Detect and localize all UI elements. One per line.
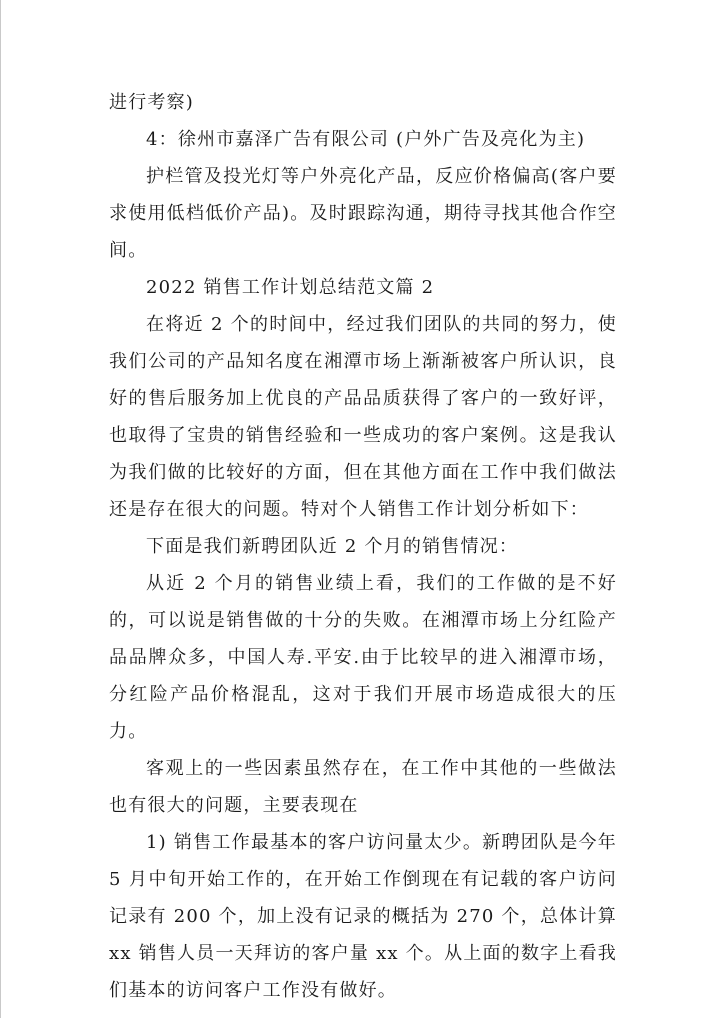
document-body <box>109 84 617 1009</box>
paragraph-sales-performance: 从近 2 个月的销售业绩上看，我们的工作做的是不好的，可以说是销售做的十分的失败。在湘潭市场上分红险产品品牌众多，中国人寿.平安.由于比较早的进入湘潭市场，分红险产品价格混乱，这对于我们开展市场造成很大的压力。 <box>109 573 617 742</box>
paragraph-problems-lead: 客观上的一些因素虽然存在，在工作中其他的一些做法也有很大的问题，主要表现在 <box>109 758 617 816</box>
paragraph-continuation: 进行考察) <box>109 92 195 113</box>
paragraph-company-item-4: 4：徐州市嘉泽广告有限公司 (户外广告及亮化为主) <box>146 129 586 150</box>
paragraph-sales-situation-lead: 下面是我们新聘团队近 2 个月的销售情况： <box>146 536 519 557</box>
paragraph-company-item-4-detail: 护栏管及投光灯等户外亮化产品，反应价格偏高(客户要求使用低档低价产品)。及时跟踪沟通，期待寻找其他合作空间。 <box>109 166 617 261</box>
paragraph-problem-1: 1) 销售工作最基本的客户访问量太少。新聘团队是今年 5 月中旬开始工作的，在开始工作倒现在有记载的客户访问记录有 200 个，加上没有记录的概括为 270 个，总体计算 xx 销售人员一天拜访的客户量 xx 个。从上面的数字上看我们基本的访问客户工作没有做好。 <box>109 832 617 1001</box>
section-heading: 2022 销售工作计划总结范文篇 2 <box>146 277 435 298</box>
paragraph-intro: 在将近 2 个的时间中，经过我们团队的共同的努力，使我们公司的产品知名度在湘潭市场上渐渐被客户所认识，良好的售后服务加上优良的产品品质获得了客户的一致好评，也取得了宝贵的销售经验和一些成功的客户案例。这是我认为我们做的比较好的方面，但在其他方面在工作中我们做法还是存在很大的问题。特对个人销售工作计划分析如下： <box>109 314 617 520</box>
